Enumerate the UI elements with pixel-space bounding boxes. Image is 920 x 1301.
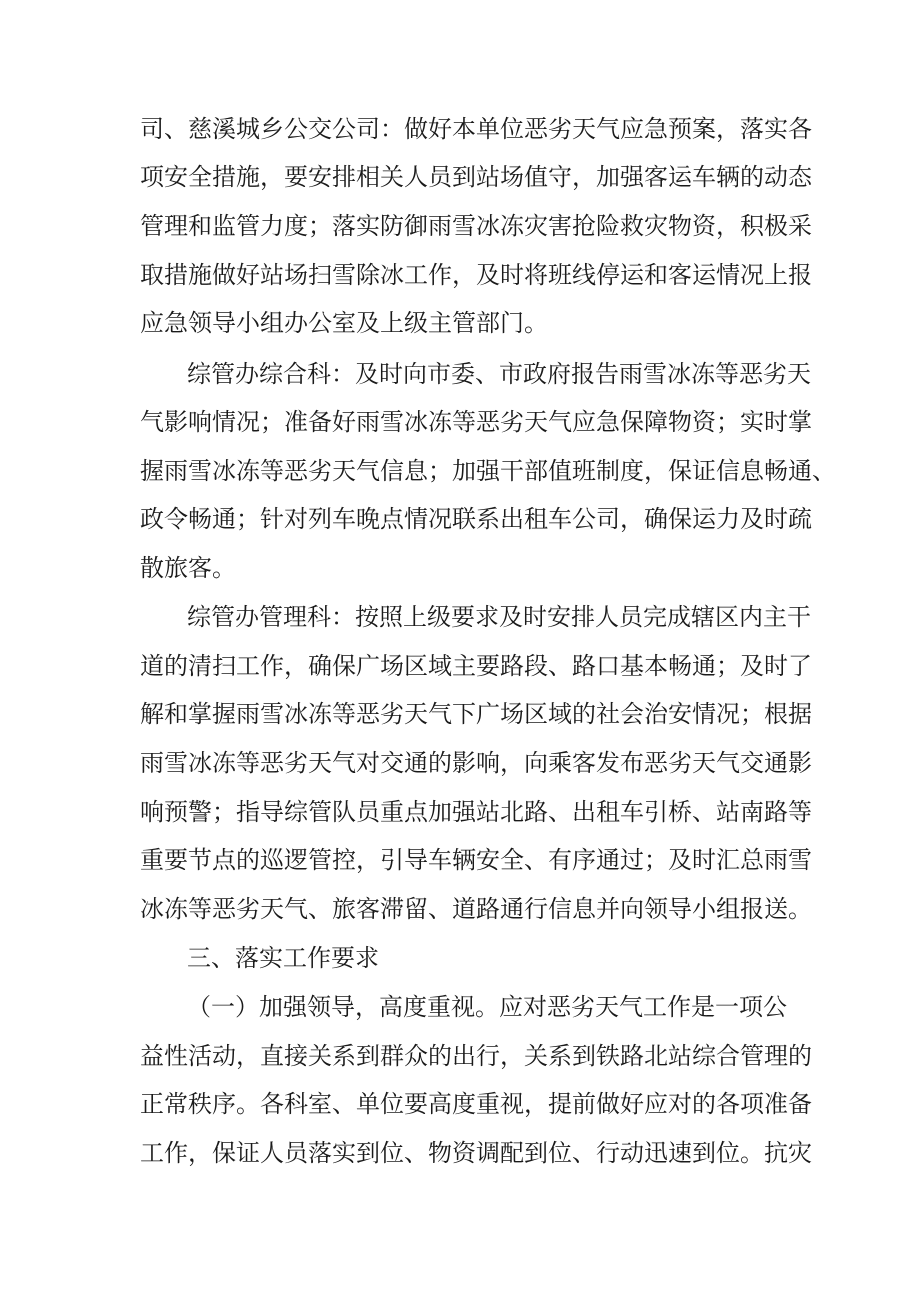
paragraph-line: 散旅客。 bbox=[140, 554, 236, 582]
paragraph-line: 工作，保证人员落实到位、物资调配到位、行动迅速到位。抗灾 bbox=[140, 1139, 812, 1167]
paragraph-line: 响预警；指导综管队员重点加强站北路、出租车引桥、站南路等 bbox=[140, 798, 812, 826]
paragraph-line: 解和掌握雨雪冰冻等恶劣天气下广场区域的社会治安情况；根据 bbox=[140, 700, 812, 728]
paragraph-line: 项安全措施，要安排相关人员到站场值守，加强客运车辆的动态 bbox=[140, 163, 812, 191]
paragraph-line: 正常秩序。各科室、单位要高度重视，提前做好应对的各项准备 bbox=[140, 1090, 812, 1118]
paragraph-line: 综管办管理科：按照上级要求及时安排人员完成辖区内主干 bbox=[187, 603, 811, 631]
paragraph-line: 道的清扫工作，确保广场区域主要路段、路口基本畅通；及时了 bbox=[140, 652, 812, 680]
paragraph-line: 应急领导小组办公室及上级主管部门。 bbox=[140, 309, 548, 337]
paragraph-line: 政令畅通；针对列车晚点情况联系出租车公司，确保运力及时疏 bbox=[140, 505, 812, 533]
paragraph-line: 雨雪冰冻等恶劣天气对交通的影响，向乘客发布恶劣天气交通影 bbox=[140, 749, 812, 777]
paragraph-line: 重要节点的巡逻管控，引导车辆安全、有序通过；及时汇总雨雪 bbox=[140, 846, 812, 874]
paragraph-line: 取措施做好站场扫雪除冰工作，及时将班线停运和客运情况上报 bbox=[140, 261, 812, 289]
paragraph-line: （一）加强领导，高度重视。应对恶劣天气工作是一项公 bbox=[187, 993, 787, 1021]
paragraph-line: 综管办综合科：及时向市委、市政府报告雨雪冰冻等恶劣天 bbox=[187, 360, 811, 388]
paragraph-line: 司、慈溪城乡公交公司：做好本单位恶劣天气应急预案，落实各 bbox=[140, 115, 812, 143]
section-heading: 三、落实工作要求 bbox=[187, 944, 379, 972]
paragraph-line: 益性活动，直接关系到群众的出行，关系到铁路北站综合管理的 bbox=[140, 1042, 812, 1070]
paragraph-line: 气影响情况；准备好雨雪冰冻等恶劣天气应急保障物资；实时掌 bbox=[140, 408, 812, 436]
paragraph-line: 握雨雪冰冻等恶劣天气信息；加强干部值班制度，保证信息畅通、 bbox=[140, 457, 836, 485]
paragraph-line: 冰冻等恶劣天气、旅客滞留、道路通行信息并向领导小组报送。 bbox=[140, 895, 812, 923]
paragraph-line: 管理和监管力度；落实防御雨雪冰冻灾害抢险救灾物资，积极采 bbox=[140, 212, 812, 240]
